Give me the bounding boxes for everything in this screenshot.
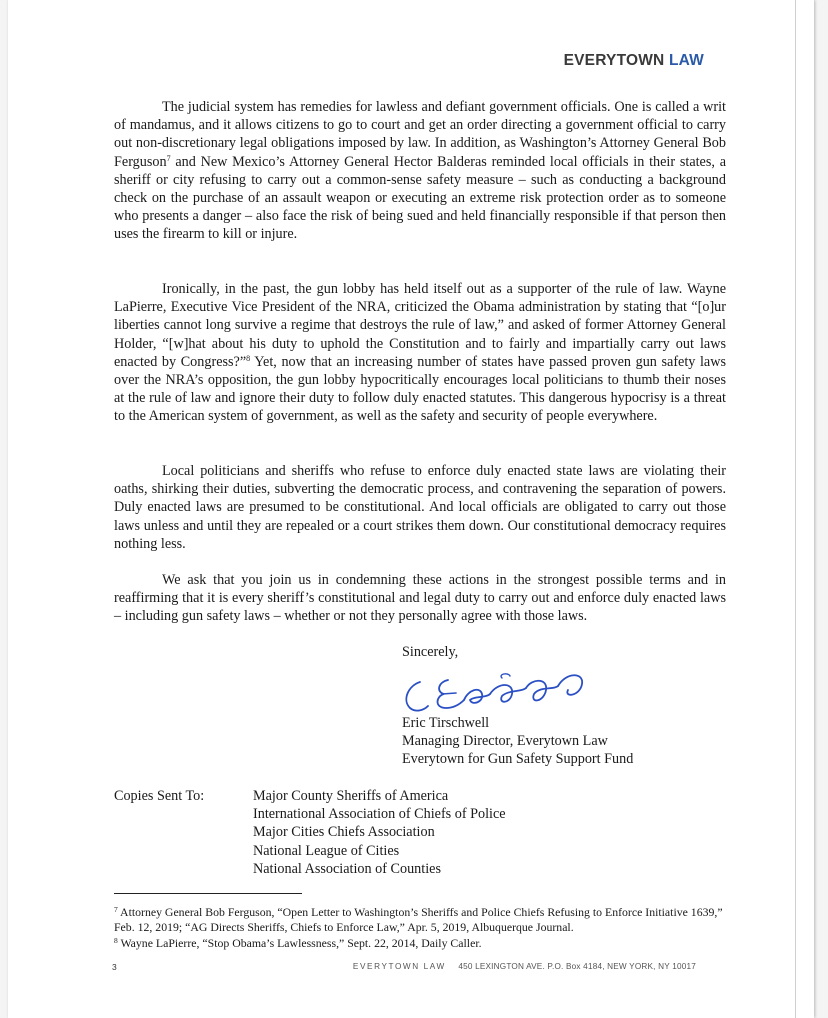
footnote-ref-8: 8 (246, 353, 251, 363)
paragraph-1-text-a: The judicial system has remedies for lawless and defiant government officials. One is called a writ of mandamus, and it allows citizens to go to court and get an order directing a government official to carry out non-discretionary legal obligations imposed by law. In addition, as Washington’s Attorney General Bob Ferguson (114, 99, 726, 170)
page-footer (353, 962, 696, 971)
copies-sent-to-label: Copies Sent To: (114, 788, 205, 804)
signer-name: Eric Tirschwell (402, 715, 490, 731)
paragraph-1-text-b: and New Mexico’s Attorney General Hector Balderas reminded local officials in their states, a sheriff or city refusing to carry out a common-sense safety measure – such as conducting a background check on the purchase of an assault weapon or executing an extreme risk protection order as to someone who presents a danger – also face the risk of being sued and held financially responsible if that person then uses the firearm to kill or injure. (114, 153, 726, 243)
logo-everytown: EVERYTOWN (563, 52, 665, 69)
salutation (402, 643, 458, 661)
footnote-8-mark: 8 (114, 936, 118, 946)
footnotes (114, 903, 734, 951)
recipient-item: Major County Sheriffs of America (253, 788, 449, 804)
footnote-8-text: Wayne LaPierre, “Stop Obama’s Lawlessness,” Sept. 22, 2014, Daily Caller. (117, 936, 482, 951)
letter-page (8, 0, 814, 1018)
recipient-item: National Association of Counties (253, 860, 441, 877)
paragraph-1 (114, 98, 726, 244)
signature-block (402, 714, 633, 769)
footnote-7 (114, 903, 734, 934)
page-edge (795, 0, 796, 1018)
page-number: 3 (112, 962, 117, 972)
recipient-item: National League of Cities (253, 842, 400, 859)
footer-brand: EVERYTOWN LAW (352, 962, 446, 971)
signature-image (398, 660, 598, 720)
paragraph-3: Local politicians and sheriffs who refuse to enforce duly enacted state laws are violating their oaths, shirking their duties, subverting the democratic process, and contravening the separation of powers. Duly enacted laws are presumed to be constitutional. And local officials are obligated to carry out those laws unless and until they are repealed or a court strikes them down. Our constitutional democracy requires nothing less. (114, 463, 726, 552)
paragraph-2-text-a: Ironically, in the past, the gun lobby has held itself out as a supporter of the rule of law. Wayne LaPierre, Executive Vice President of the NRA, criticized the Obama administration by stating that “[o]ur liberties cannot long survive a regime that destroys the rule of law,” and asked of former Attorney General Holder, “[w]hat about his duty to uphold the Constitution and to fairly and impartially carry out laws enacted by Congress?” (114, 281, 726, 370)
paragraph-4: We ask that you join us in condemning these actions in the strongest possible terms and in reaffirming that it is every sheriff’s constitutional and legal duty to carry out and enforce duly enacted laws – including gun safety laws – whether or not they personally agree with those laws. (114, 572, 726, 625)
paragraph-2 (114, 280, 726, 426)
footnote-7-mark: 7 (114, 905, 118, 914)
footnote-divider (114, 893, 302, 894)
footnote-ref-7: 7 (166, 153, 171, 163)
signer-organization: Everytown for Gun Safety Support Fund (402, 751, 634, 768)
footnote-7-text: Attorney General Bob Ferguson, “Open Letter to Washington’s Sheriffs and Police Chiefs Refusing to Enforce Initiative 1639,” Feb. 12, 2019; “AG Directs Sheriffs, Chiefs to Enforce Law,” Apr. 5, 2019, Albuquerque Journal. (114, 905, 723, 934)
signer-title: Managing Director, Everytown Law (402, 733, 608, 750)
copies-recipient-list (253, 787, 506, 878)
everytown-law-logo (564, 52, 704, 70)
recipient-item: International Association of Chiefs of Police (253, 806, 506, 823)
footer-address: 450 LEXINGTON AVE. P.O. Box 4184, NEW YORK, NY 10017 (458, 962, 696, 971)
footnote-8 (114, 934, 734, 951)
recipient-item: Major Cities Chiefs Association (253, 824, 435, 841)
salutation-text: Sincerely, (402, 644, 459, 660)
logo-law: LAW (668, 52, 704, 69)
paragraph-2-text-b: Yet, now that an increasing number of states have passed proven gun safety laws over the NRA’s opposition, the gun lobby hypocritically encourages local politicians to thumb their noses at the rule of law and ignore their duty to follow duly enacted statutes. This dangerous hypocrisy is a threat to the American system of government, as well as the safety and security of people everywhere. (114, 353, 726, 425)
